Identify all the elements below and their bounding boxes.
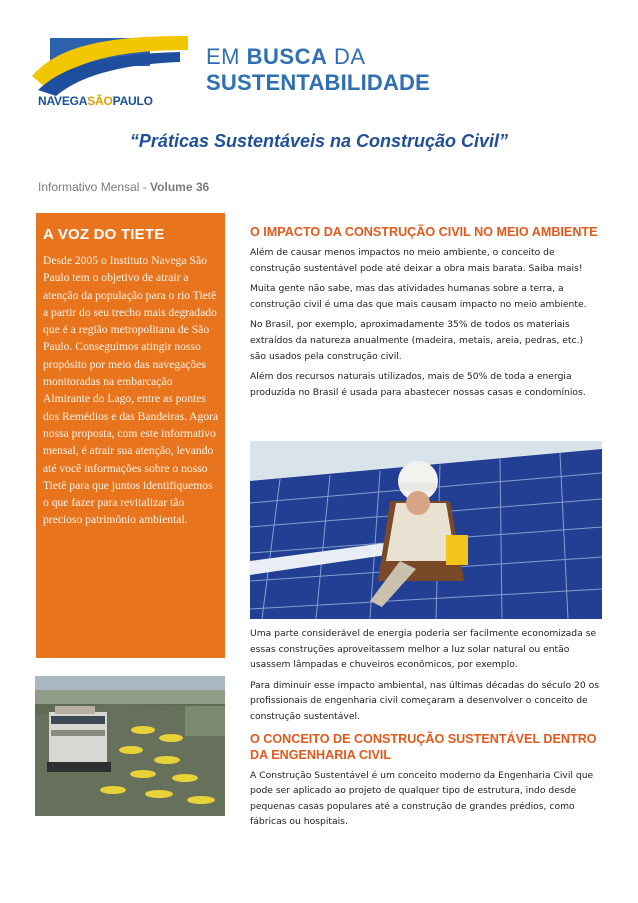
paragraph-5: Uma parte considerável de energia poderia ser facilmente economizada se essas construções aproveitassem melhor a luz solar natural ou então usassem lâmpadas e chuveiros econômicos, por exemplo. (250, 628, 597, 671)
logo-title-line1: EM BUSCA DA (206, 44, 366, 69)
logo (30, 30, 431, 120)
sidebar-text: Desde 2005 o Instituto Navega São Paulo tem o objetivo de atrair a atenção da população para o rio Tietê a partir do seu trecho mais degradado que é a região metropolitana de São Paulo. Conseguimos atingir nosso propósito por meio das navegações monitoradas na embarcação Almirante do Lago, entre as pontes dos Remédios e das Bandeiras. Agora nossa proposta, com este informativo mensal, é atrair sua atenção, levando até você informações sobre o nosso Tietê para que juntos identifiquemos o que fazer para revitalizar tão precioso patrimônio ambiental. (43, 254, 219, 527)
article-lower (250, 626, 602, 830)
section-heading-conceito: O CONCEITO DE CONSTRUÇÃO SUSTENTÁVEL DENTRO DA ENGENHARIA CIVIL (250, 731, 597, 762)
paragraph-3: No Brasil, por exemplo, aproximadamente 35% de todos os materiais extraídos da natureza anualmente (madeira, metais, areia, pedras, etc.) são usados pela construção civil. (250, 319, 584, 362)
logo-brand: NAVEGASÃOPAULO (38, 94, 153, 108)
section-heading-impacto: O IMPACTO DA CONSTRUÇÃO CIVIL NO MEIO AMBIENTE (250, 225, 598, 239)
paragraph-2: Muita gente não sabe, mas das atividades humanas sobre a terra, a construção civil é uma das que mais causam impacto no meio ambiente. (250, 283, 587, 310)
river-boat-photo (35, 676, 225, 816)
sidebar-heading: A VOZ DO TIETE (43, 226, 165, 243)
volume-label: Volume 36 (150, 180, 210, 194)
paragraph-1: Além de causar menos impactos no meio ambiente, o conceito de construção sustentável pode até deixar a obra mais barata. Saiba mais! (250, 247, 583, 274)
solar-panel-worker-photo (250, 441, 602, 619)
paragraph-4: Além dos recursos naturais utilizados, mais de 50% de toda a energia produzida no Brasil é usada para abastecer nossas casas e condomínios. (250, 371, 586, 398)
newsletter-subtitle: Informativo Mensal - Volume 36 (38, 180, 210, 194)
article-upper (250, 224, 602, 400)
paragraph-7: A Construção Sustentável é um conceito moderno da Engenharia Civil que pode ser aplicado ao projeto de qualquer tipo de estrutura, indo desde pequenas casas populares até a construção de grandes prédios, como fábricas ou hospitais. (250, 769, 594, 828)
page-title: “Práticas Sustentáveis na Construção Civil” (129, 131, 509, 151)
sidebar-box (36, 213, 225, 658)
paragraph-6: Para diminuir esse impacto ambiental, nas últimas décadas do século 20 os profissionais de engenharia civil começaram a desenvolver o conceito de construção sustentável. (250, 679, 600, 722)
logo-title-line2: SUSTENTABILIDADE (206, 70, 431, 95)
